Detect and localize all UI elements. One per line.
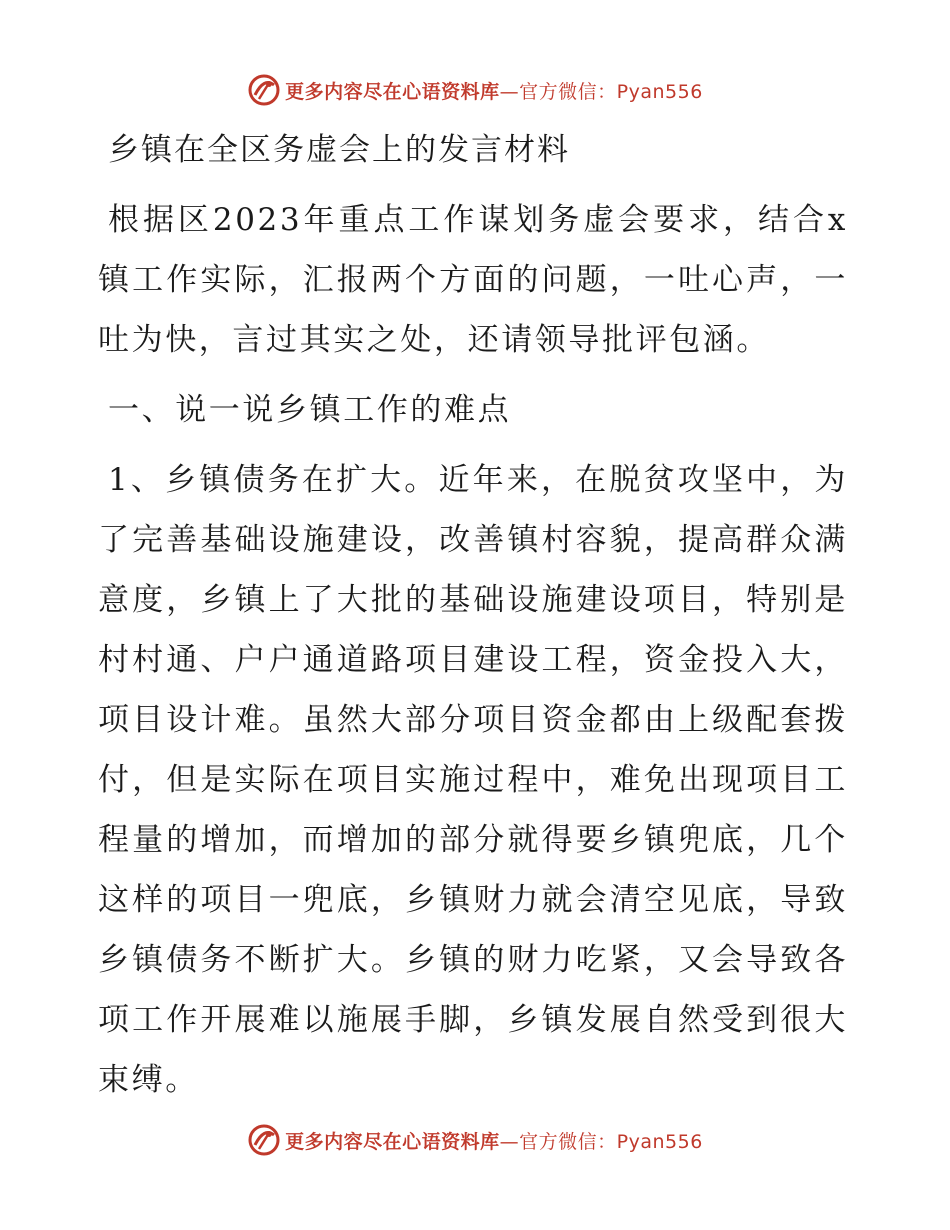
footer-watermark-banner (0, 1120, 950, 1160)
logo-icon (247, 73, 281, 107)
document-title: 乡镇在全区务虚会上的发言材料 (108, 132, 570, 168)
point-1-paragraph: 1、乡镇债务在扩大。近年来，在脱贫攻坚中，为了完善基础设施建设，改善镇村容貌，提高群众满意度，乡镇上了大批的基础设施建设项目，特别是村村通、户户通道路项目建设工程，资金投入大，项目设计难。虽然大部分项目资金都由上级配套拨付，但是实际在项目实施过程中，难免出现项目工程量的增加，而增加的部分就得要乡镇兜底，几个这样的项目一兜底，乡镇财力就会清空见底，导致乡镇债务不断扩大。乡镇的财力吃紧，又会导致各项工作开展难以施展手脚，乡镇发展自然受到很大束缚。 (98, 462, 848, 1098)
header-watermark-banner (0, 70, 950, 110)
watermark-text: 更多内容尽在心语资料库—官方微信：Pyan556 (285, 80, 703, 103)
logo-icon (247, 1123, 281, 1157)
watermark-text: 更多内容尽在心语资料库—官方微信：Pyan556 (285, 1130, 703, 1153)
intro-paragraph: 根据区2023年重点工作谋划务虚会要求，结合x镇工作实际，汇报两个方面的问题，一吐心声，一吐为快，言过其实之处，还请领导批评包涵。 (98, 202, 848, 358)
document-body (98, 128, 848, 1110)
section-heading: 一、说一说乡镇工作的难点 (108, 392, 512, 428)
